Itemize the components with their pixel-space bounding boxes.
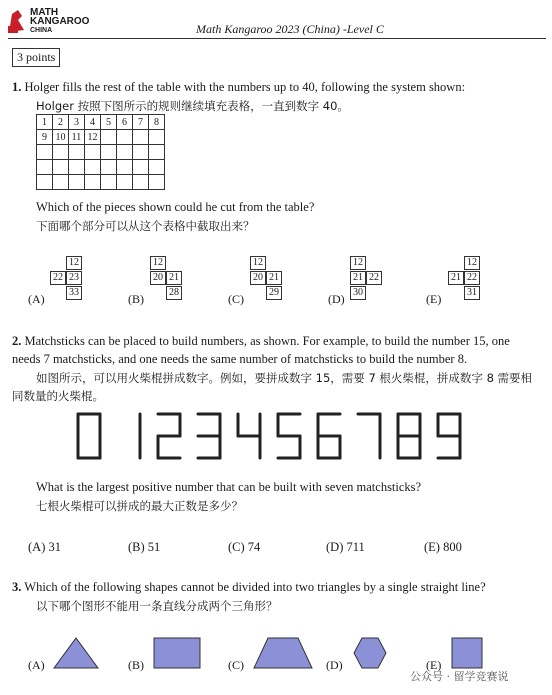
q1-question-en: Which of the pieces shown could he cut from the table? bbox=[36, 200, 315, 214]
hexagon-shape bbox=[352, 636, 388, 670]
q2-option[interactable] bbox=[28, 540, 61, 555]
q2-option-value: 51 bbox=[144, 540, 161, 554]
table-cell: 12 bbox=[85, 130, 101, 145]
watermark: 公众号 · 留学竞赛说 bbox=[410, 670, 509, 683]
matchstick-digit bbox=[238, 414, 260, 458]
piece-cell: 12 bbox=[250, 256, 266, 270]
table-cell bbox=[149, 175, 165, 190]
q1-text-en: Holger fills the rest of the table with the numbers up to 40, following the system shown: bbox=[24, 80, 466, 94]
q1-number: 1. bbox=[12, 80, 22, 94]
table-cell bbox=[37, 160, 53, 175]
table-cell bbox=[101, 160, 117, 175]
piece-cell: 28 bbox=[166, 286, 182, 300]
q2-question-en: What is the largest positive number that can be built with seven matchsticks? bbox=[36, 480, 422, 494]
kangaroo-logo-icon bbox=[6, 8, 28, 34]
q2-option[interactable] bbox=[326, 540, 365, 555]
q2-option-label: (D) bbox=[326, 540, 344, 554]
q2-option-label: (A) bbox=[28, 540, 46, 554]
table-cell bbox=[53, 145, 69, 160]
table-cell bbox=[133, 160, 149, 175]
table-row bbox=[37, 175, 165, 190]
q1-text-cn: Holger 按照下图所示的规则继续填充表格，一直到数字 40。 bbox=[36, 99, 349, 113]
matchstick-digit bbox=[158, 414, 180, 458]
number-table bbox=[36, 114, 165, 190]
piece-cell: 12 bbox=[350, 256, 366, 270]
table-cell: 6 bbox=[117, 115, 133, 130]
q3-text bbox=[12, 580, 486, 595]
math-kangaroo-logo bbox=[6, 6, 98, 38]
piece-cell: 20 bbox=[250, 271, 266, 285]
table-cell bbox=[149, 160, 165, 175]
q1-question-cn: 下面哪个部分可以从这个表格中截取出来？ bbox=[36, 219, 255, 233]
q1-option-label[interactable]: (A) bbox=[28, 292, 45, 306]
q2-option[interactable] bbox=[424, 540, 462, 555]
q1-option-label[interactable]: (C) bbox=[228, 292, 244, 306]
rectangle-shape bbox=[152, 636, 202, 670]
q1-option-label[interactable]: (B) bbox=[128, 292, 144, 306]
table-cell: 4 bbox=[85, 115, 101, 130]
q2-option-value: 711 bbox=[343, 540, 365, 554]
matchstick-digit bbox=[78, 414, 100, 458]
q3-option-label[interactable]: (C) bbox=[228, 658, 244, 672]
square-shape bbox=[450, 636, 484, 670]
table-cell: 11 bbox=[69, 130, 85, 145]
matchstick-digit bbox=[358, 414, 380, 458]
logo-line-1: MATH bbox=[30, 7, 59, 18]
piece-cell: 31 bbox=[464, 286, 480, 300]
table-cell bbox=[85, 145, 101, 160]
table-cell bbox=[85, 160, 101, 175]
piece-cell: 22 bbox=[366, 271, 382, 285]
matchstick-digit bbox=[398, 414, 420, 458]
table-cell bbox=[117, 160, 133, 175]
table-cell bbox=[69, 145, 85, 160]
table-cell: 10 bbox=[53, 130, 69, 145]
table-cell bbox=[37, 175, 53, 190]
table-cell: 3 bbox=[69, 115, 85, 130]
table-cell bbox=[133, 145, 149, 160]
table-cell bbox=[53, 160, 69, 175]
table-cell: 1 bbox=[37, 115, 53, 130]
q3-number: 3. bbox=[12, 580, 22, 594]
q2-question-cn: 七根火柴棍可以拼成的最大正数是多少？ bbox=[36, 499, 243, 513]
table-cell bbox=[117, 130, 133, 145]
q3-text-cn: 以下哪个图形不能用一条直线分成两个三角形？ bbox=[36, 599, 278, 613]
q3-option-label[interactable]: (D) bbox=[326, 658, 343, 672]
points-badge: 3 points bbox=[12, 48, 60, 67]
logo-line-3: CHINA bbox=[30, 27, 53, 34]
table-cell: 2 bbox=[53, 115, 69, 130]
q2-option-label: (E) bbox=[424, 540, 440, 554]
piece-cell: 21 bbox=[350, 271, 366, 285]
triangle-shape bbox=[52, 636, 100, 670]
q1-option-label[interactable]: (E) bbox=[426, 292, 442, 306]
q2-option-value: 800 bbox=[439, 540, 462, 554]
logo-line-2: KANGAROO bbox=[30, 16, 90, 27]
q2-number: 2. bbox=[12, 334, 22, 348]
table-cell bbox=[149, 145, 165, 160]
matchstick-digit bbox=[278, 414, 300, 458]
q2-option-label: (B) bbox=[128, 540, 145, 554]
header-divider bbox=[8, 38, 546, 39]
piece-cell: 22 bbox=[464, 271, 480, 285]
piece-cell: 12 bbox=[464, 256, 480, 270]
table-cell bbox=[69, 160, 85, 175]
piece-cell: 33 bbox=[66, 286, 82, 300]
trapezoid-shape bbox=[252, 636, 314, 670]
table-cell bbox=[69, 175, 85, 190]
table-cell: 7 bbox=[133, 115, 149, 130]
table-cell bbox=[101, 175, 117, 190]
table-row bbox=[37, 130, 165, 145]
q2-line2: needs 7 matchsticks, and one needs the same number of matchsticks to build the number 8. bbox=[12, 352, 468, 366]
matchstick-digit bbox=[198, 414, 220, 458]
piece-cell: 12 bbox=[150, 256, 166, 270]
q2-line1-text: Matchsticks can be placed to build numbers, as shown. For example, to build the number 15, one bbox=[24, 334, 510, 348]
piece-cell: 20 bbox=[150, 271, 166, 285]
q2-option-value: 31 bbox=[45, 540, 61, 554]
table-cell bbox=[117, 175, 133, 190]
table-cell bbox=[133, 175, 149, 190]
table-cell bbox=[133, 130, 149, 145]
matchstick-digits bbox=[70, 410, 490, 464]
table-cell bbox=[85, 175, 101, 190]
piece-cell: 23 bbox=[66, 271, 82, 285]
table-cell: 5 bbox=[101, 115, 117, 130]
table-cell bbox=[101, 130, 117, 145]
piece-cell: 21 bbox=[166, 271, 182, 285]
matchstick-digit bbox=[318, 414, 340, 458]
piece-cell: 29 bbox=[266, 286, 282, 300]
q2-option[interactable] bbox=[128, 540, 160, 555]
q2-cn1: 如图所示，可以用火柴棍拼成数字。例如，要拼成数字 15，需要 7 根火柴棍，拼成数字 8 需要相 bbox=[36, 371, 533, 385]
q2-option-value: 74 bbox=[244, 540, 261, 554]
q2-cn2: 同数量的火柴棍。 bbox=[12, 389, 104, 403]
table-cell bbox=[53, 175, 69, 190]
q3-option-label[interactable]: (B) bbox=[128, 658, 144, 672]
piece-cell: 21 bbox=[448, 271, 464, 285]
q3-text-en: Which of the following shapes cannot be divided into two triangles by a single straight line? bbox=[24, 580, 486, 594]
page-title: Math Kangaroo 2023 (China) -Level C bbox=[196, 22, 384, 36]
q2-option-label: (C) bbox=[228, 540, 245, 554]
piece-cell: 30 bbox=[350, 286, 366, 300]
piece-cell: 22 bbox=[50, 271, 66, 285]
q1-text bbox=[12, 80, 465, 95]
table-cell bbox=[37, 145, 53, 160]
piece-cell: 12 bbox=[66, 256, 82, 270]
table-row bbox=[37, 115, 165, 130]
matchstick-digit bbox=[438, 414, 460, 458]
table-cell: 9 bbox=[37, 130, 53, 145]
table-cell: 8 bbox=[149, 115, 165, 130]
table-cell bbox=[117, 145, 133, 160]
q1-option-label[interactable]: (D) bbox=[328, 292, 345, 306]
q2-option[interactable] bbox=[228, 540, 260, 555]
table-cell bbox=[149, 130, 165, 145]
table-row bbox=[37, 160, 165, 175]
q3-option-label[interactable]: (E) bbox=[426, 658, 442, 672]
q2-line1 bbox=[12, 334, 510, 349]
table-row bbox=[37, 145, 165, 160]
q3-option-label[interactable]: (A) bbox=[28, 658, 45, 672]
piece-cell: 21 bbox=[266, 271, 282, 285]
table-cell bbox=[101, 145, 117, 160]
